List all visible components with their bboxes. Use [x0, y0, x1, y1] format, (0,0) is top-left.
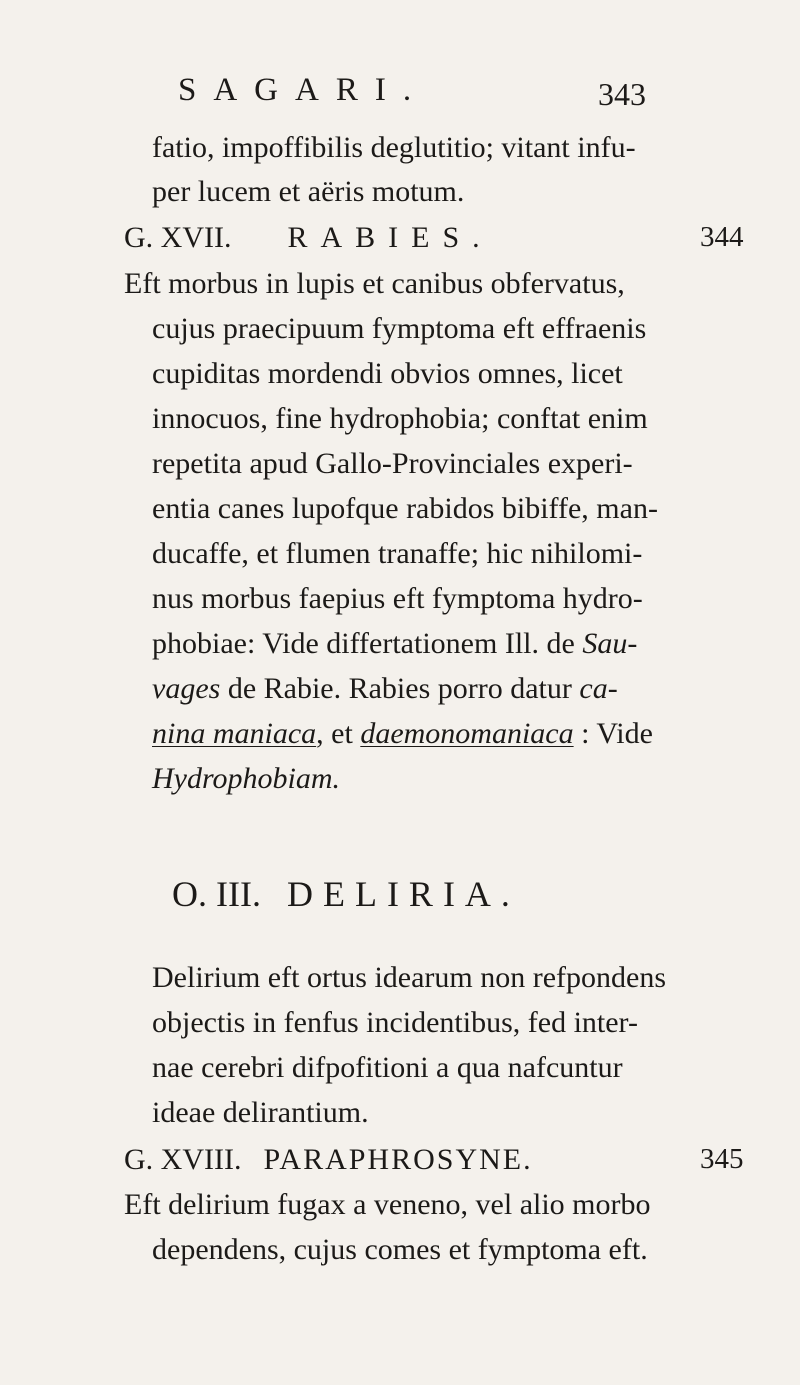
text-line: entia canes lupofque rabidos bibiffe, man-	[152, 492, 658, 525]
text-line: nina maniaca, et daemonomaniaca : Vide	[152, 717, 653, 750]
text-line: Eft morbus in lupis et canibus obfervatus,	[124, 267, 625, 300]
text-line: objectis in fenfus incidentibus, fed inter-	[152, 1006, 638, 1039]
text-line: ideae delirantium.	[152, 1096, 369, 1129]
text-line: fatio, impoffibilis deglutitio; vitant infu-	[152, 131, 636, 164]
margin-number: 344	[700, 221, 744, 253]
text-line: cupiditas mordendi obvios omnes, licet	[152, 357, 623, 390]
margin-number: 345	[700, 1143, 744, 1175]
text-line: dependens, cujus comes et fymptoma eft.	[152, 1233, 648, 1266]
genus-name: PARAPHROSYNE.	[263, 1143, 533, 1176]
text-line: repetita apud Gallo-Provinciales experi-	[152, 447, 633, 480]
order-heading-deliria	[172, 873, 520, 915]
text-line: phobiae: Vide differtationem Ill. de Sau-	[152, 627, 638, 660]
text-line: Delirium eft ortus idearum non refpondens	[152, 961, 667, 994]
genus-heading-rabies	[124, 220, 493, 256]
order-label: O. III.	[172, 874, 261, 914]
genus-heading-paraphrosyne	[124, 1142, 533, 1178]
genus-name: RABIES.	[287, 221, 493, 254]
italic-name: vages	[152, 672, 221, 705]
text-line: vages de Rabie. Rabies porro datur ca-	[152, 672, 618, 705]
genus-label: G. XVIII.	[124, 1143, 242, 1176]
italic-term: ca-	[579, 672, 618, 705]
text-line: per lucem et aëris motum.	[152, 175, 465, 208]
italic-term: nina maniaca	[152, 717, 317, 750]
running-title: SAGARI.	[178, 72, 429, 108]
text-line: nus morbus faepius eft fymptoma hydro-	[152, 582, 643, 615]
text-line: ducaffe, et flumen tranaffe; hic nihilomi-	[152, 537, 643, 570]
text-line	[152, 761, 340, 797]
text-line: cujus praecipuum fymptoma eft effraenis	[152, 312, 647, 345]
text-line: nae cerebri difpofitioni a qua nafcuntur	[152, 1051, 623, 1084]
text-line: innocuos, fine hydrophobia; conftat enim	[152, 402, 648, 435]
text-line: Eft delirium fugax a veneno, vel alio morbo	[124, 1188, 651, 1221]
italic-term: daemonomaniaca	[360, 717, 574, 750]
genus-label: G. XVII.	[124, 221, 232, 254]
italic-name: Sau-	[582, 627, 638, 660]
order-name: DELIRIA.	[286, 874, 520, 914]
page-number: 343	[598, 76, 646, 112]
italic-term: Hydrophobiam.	[152, 762, 341, 795]
